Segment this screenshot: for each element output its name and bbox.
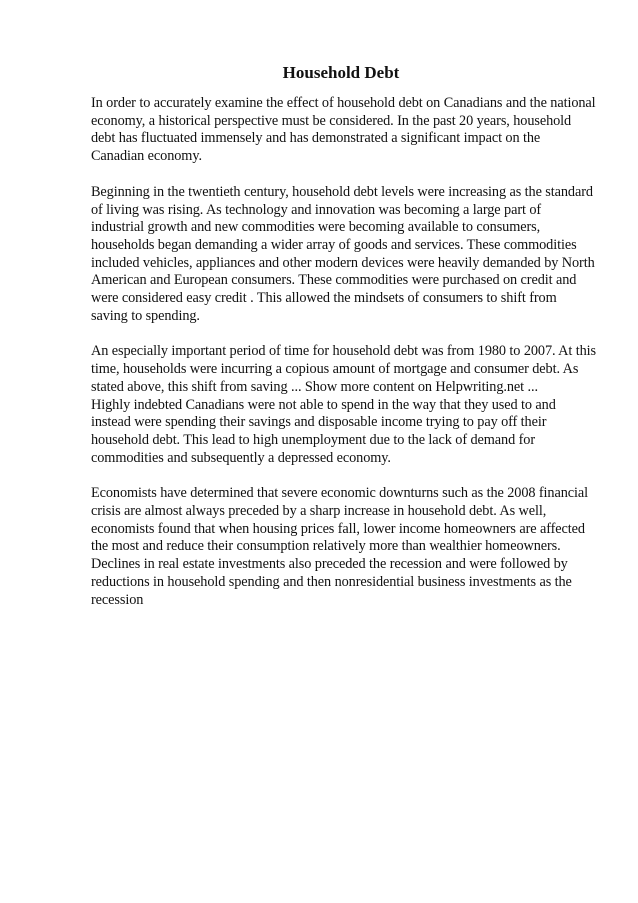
- paragraph-intro: In order to accurately examine the effect of household debt on Canadians and the national economy, a historical perspective must be considered. In the past 20 years, household debt has fluctuated immensely and has demonstrated a significant impact on the Canadian economy.: [91, 95, 596, 165]
- paragraph-history: Beginning in the twentieth century, household debt levels were increasing as the standard of living was rising. As technology and innovation was becoming a large part of industrial growth and new commodities were becoming available to consumers, households began demanding a wider array of goods and services. These commodities included vehicles, appliances and other modern devices were heavily demanded by North American and European consumers. These commodities were purchased on credit and were considered easy credit . This allowed the mindsets of consumers to shift from saving to spending.: [91, 183, 595, 324]
- paragraph-indebted: Highly indebted Canadians were not able to spend in the way that they used to and instead were spending their savings and disposable income trying to pay off their household debt. This lead to high unemployment due to the lack of demand for commodities and subsequently a depressed economy.: [91, 396, 556, 466]
- paragraph-period: An especially important period of time for household debt was from 1980 to 2007. At this time, households were incurring a copious amount of mortgage and consumer debt. As stated above, this shift from saving ... Show more content on Helpwriting.net ...: [91, 343, 597, 395]
- page-title: Household Debt: [282, 63, 400, 82]
- document-body: [91, 95, 596, 627]
- paragraph-economists: Economists have determined that severe economic downturns such as the 2008 financial crisis are almost always preceded by a sharp increase in household debt. As well, economists found that when housing prices fall, lower income homeowners are affected the most and reduce their consumption relatively more than wealthier homeowners. Declines in real estate investments also preceded the recession and were followed by reductions in household spending and then nonresidential business investments as the recession: [91, 485, 589, 608]
